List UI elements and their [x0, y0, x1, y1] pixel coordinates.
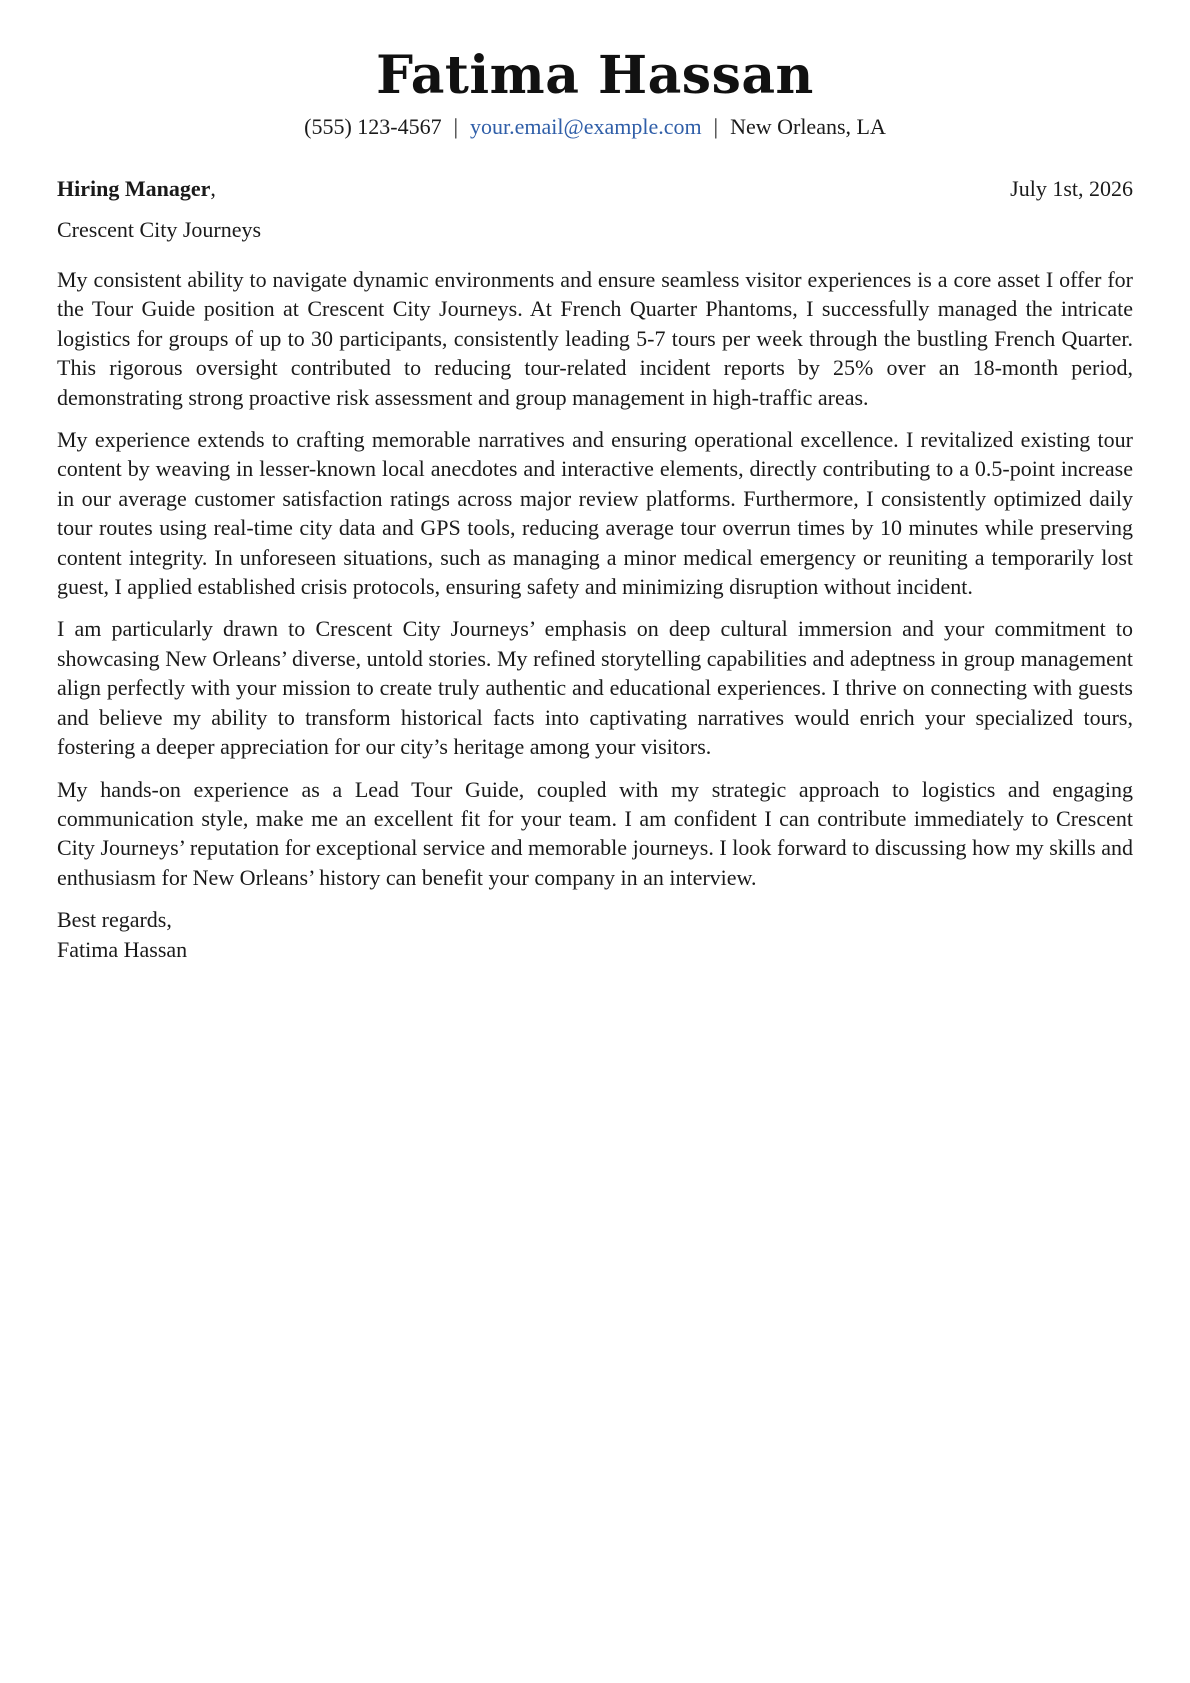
signature-name: Fatima Hassan: [57, 936, 188, 962]
body-paragraph: My consistent ability to navigate dynamic environments and ensure seamless visitor experiences is a core asset I offer for the Tour Guide position at Crescent City Journeys. At French Quarter Phantoms, I successfully managed the intricate logistics for groups of up to 30 participants, consistently leading 5-7 tours per week through the bustling French Quarter. This rigorous oversight contributed to reducing tour-related incident reports by 25% over an 18-month period, demonstrating strong proactive risk assessment and group management in high-traffic areas.: [57, 267, 1133, 410]
letter-closing: [57, 905, 1133, 964]
contact-separator: |: [453, 114, 459, 139]
email-link[interactable]: your.email@example.com: [470, 114, 702, 139]
recipient-comma: ,: [210, 176, 216, 201]
letter-date: July 1st, 2026: [1010, 176, 1133, 201]
recipient-row: [57, 175, 1133, 203]
closing-salutation: Best regards,: [57, 907, 172, 933]
phone-number: (555) 123-4567: [304, 114, 442, 139]
letter-body: [57, 265, 1133, 892]
body-paragraph: My hands-on experience as a Lead Tour Guide, coupled with my strategic approach to logistics and engaging communication style, make me an excellent fit for your team. I am confident I can contribute immediately to Crescent City Journeys’ reputation for exceptional service and memorable journeys. I look forward to discussing how my skills and enthusiasm for New Orleans’ history can benefit your company in an interview.: [57, 776, 1133, 890]
cover-letter-page: [57, 0, 1133, 1683]
applicant-name: Fatima Hassan: [376, 45, 814, 106]
body-paragraph: I am particularly drawn to Crescent City Journeys’ emphasis on deep cultural immersion and your commitment to showcasing New Orleans’ diverse, untold stories. My refined storytelling capabilities and adeptness in group management align perfectly with your mission to create truly authentic and educational experiences. I thrive on connecting with guests and believe my ability to transform historical facts into captivating narratives would enrich your specialized tours, fostering a deeper appreciation for our city’s heritage among your visitors.: [57, 616, 1133, 760]
recipient-company: Crescent City Journeys: [57, 217, 262, 242]
contact-line: [57, 113, 1133, 141]
location: New Orleans, LA: [730, 114, 886, 139]
contact-separator: |: [713, 114, 719, 139]
body-paragraph: My experience extends to crafting memorable narratives and ensuring operational excellence. I revitalized existing tour content by weaving in lesser-known local anecdotes and interactive elements, directly contributing to a 0.5-point increase in our average customer satisfaction ratings across major review platforms. Furthermore, I consistently optimized daily tour routes using real-time city data and GPS tools, reducing average tour overrun times by 10 minutes while preserving content integrity. In unforeseen situations, such as managing a minor medical emergency or reuniting a temporarily lost guest, I applied established crisis protocols, ensuring safety and minimizing disruption without incident.: [57, 427, 1133, 600]
recipient-greeting: [57, 175, 216, 203]
recipient-title: Hiring Manager: [57, 176, 211, 201]
